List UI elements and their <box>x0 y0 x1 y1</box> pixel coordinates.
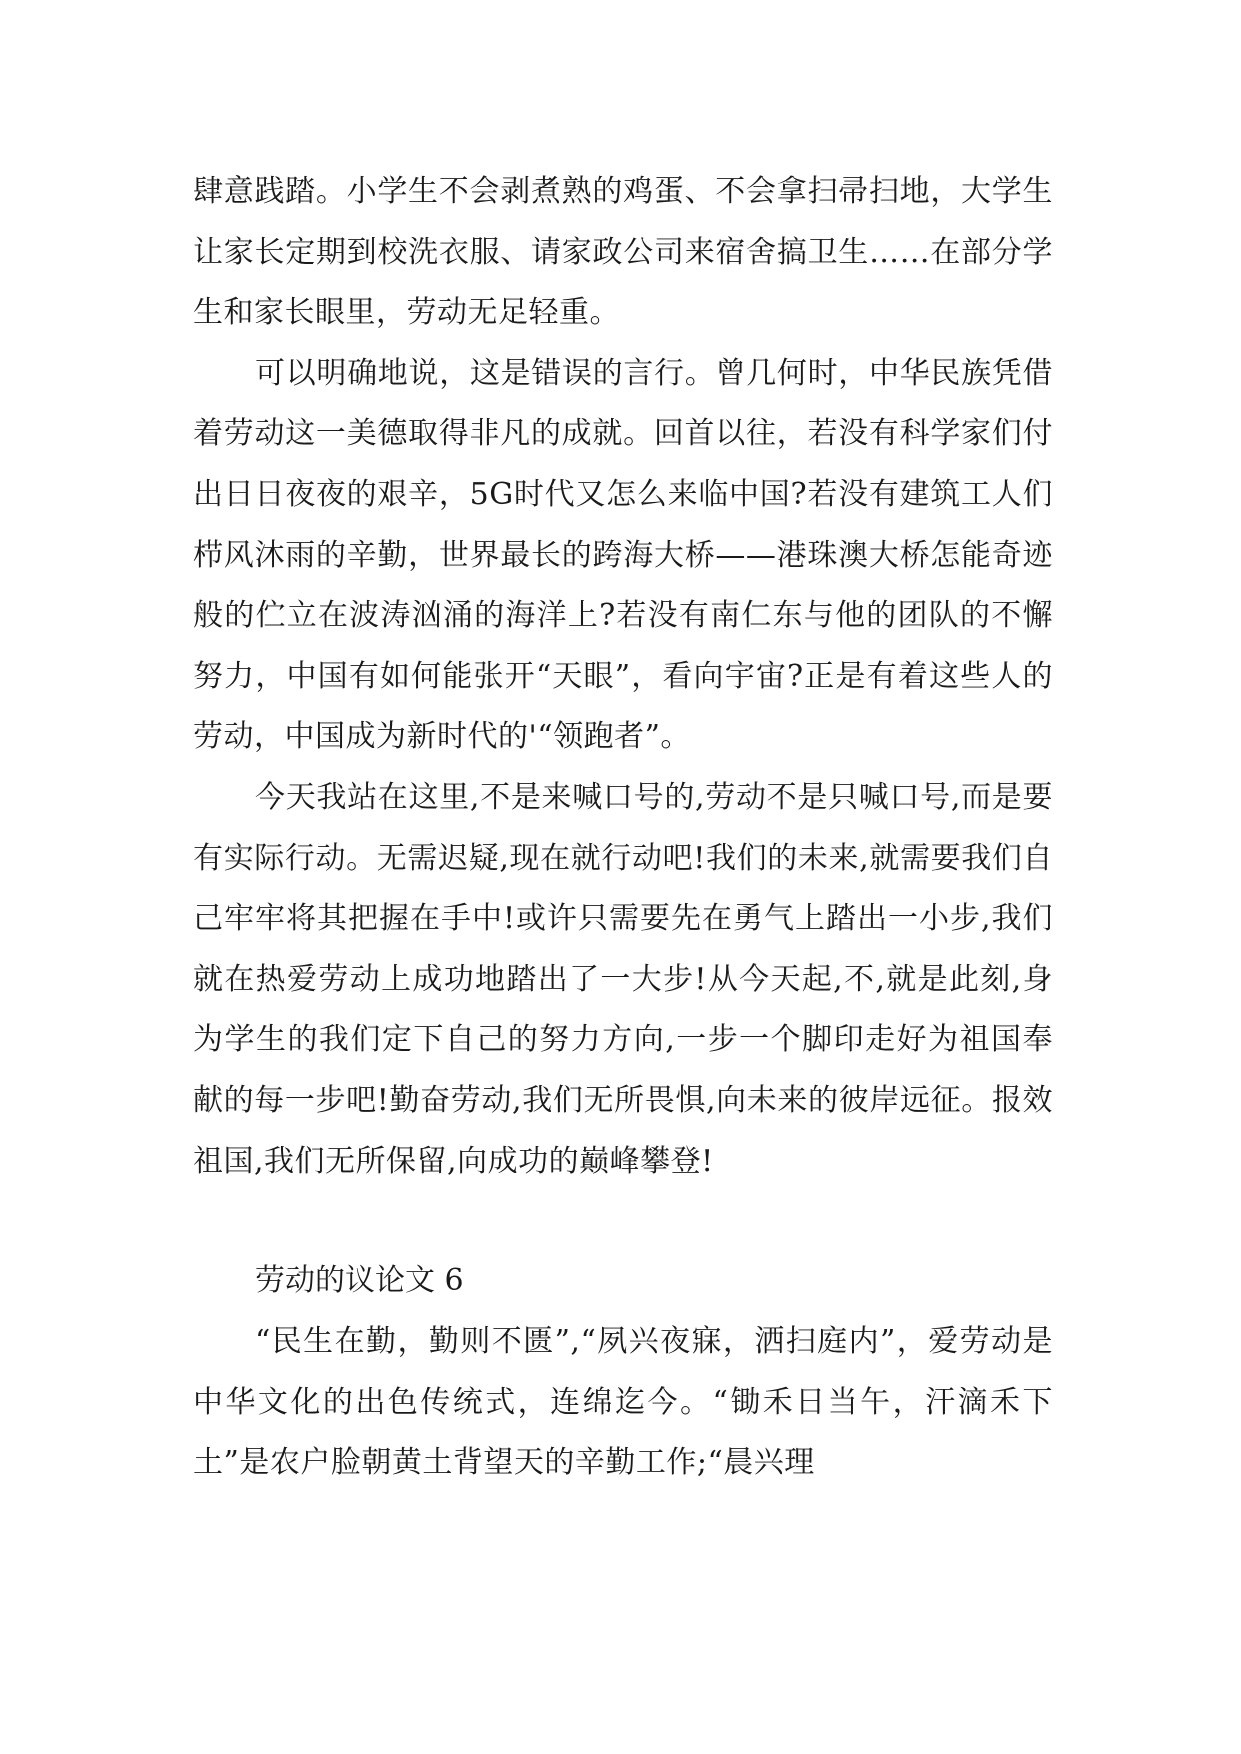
paragraph-1: 肆意践踏。小学生不会剥煮熟的鸡蛋、不会拿扫帚扫地，大学生让家长定期到校洗衣服、请家政公司来宿舍搞卫生……在部分学生和家长眼里，劳动无足轻重。 <box>193 174 1053 331</box>
paragraph-4: “民生在勤，勤则不匮”,“夙兴夜寐，洒扫庭内”，爱劳动是中华文化的出色传统式，连绵迄今。“锄禾日当午，汗滴禾下土”是农户脸朝黄土背望天的辛勤工作;“晨兴理 <box>193 1324 1053 1481</box>
section-heading: 劳动的议论文 6 <box>255 1263 464 1299</box>
paragraph-2: 可以明确地说，这是错误的言行。曾几何时，中华民族凭借着劳动这一美德取得非凡的成就。回首以往，若没有科学家们付出日日夜夜的艰辛，5G时代又怎么来临中国?若没有建筑工人们栉风沐雨的辛勤，世界最长的跨海大桥——港珠澳大桥怎能奇迹般的伫立在波涛汹涌的海洋上?若没有南仁东与他的团队的不懈努力，中国有如何能张开“天眼”，看向宇宙?正是有着这些人的劳动，中国成为新时代的'“领跑者”。 <box>193 355 1053 755</box>
paragraph-3: 今天我站在这里,不是来喊口号的,劳动不是只喊口号,而是要有实际行动。无需迟疑,现在就行动吧!我们的未来,就需要我们自己牢牢将其把握在手中!或许只需要先在勇气上踏出一小步,我们就在热爱劳动上成功地踏出了一大步!从今天起,不,就是此刻,身为学生的我们定下自己的努力方向,一步一个脚印走好为祖国奉献的每一步吧!勤奋劳动,我们无所畏惧,向未来的彼岸远征。报效祖国,我们无所保留,向成功的巅峰攀登! <box>193 779 1053 1179</box>
document-body <box>193 162 1053 1494</box>
section-spacer <box>193 1192 1053 1250</box>
